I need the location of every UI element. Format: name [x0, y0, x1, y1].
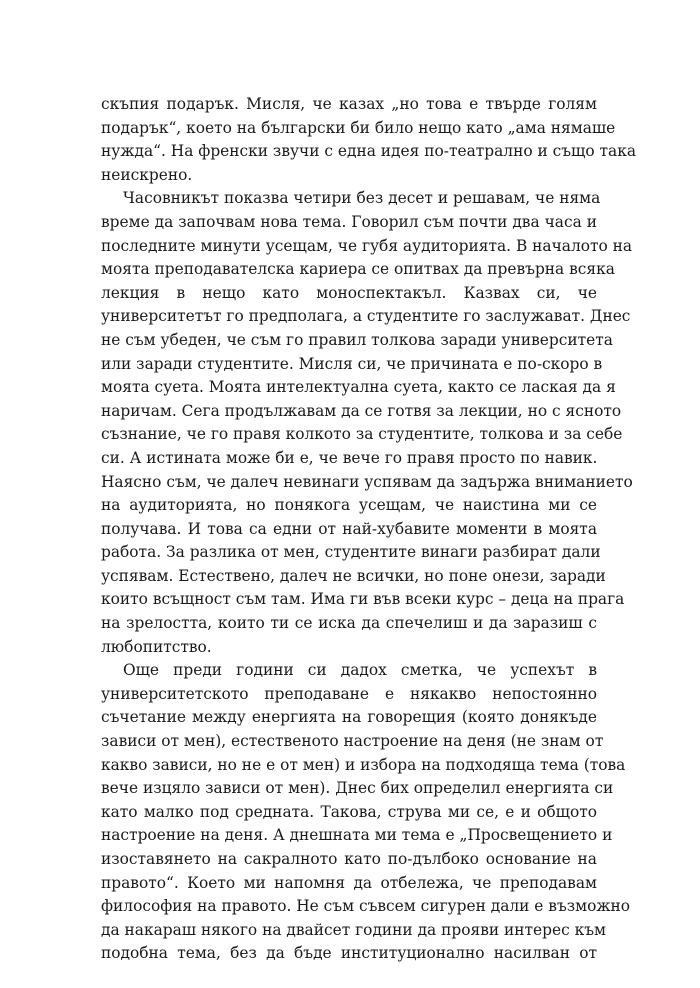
text-line: философия на правото. Не съм съвсем сигурен дали е възможно — [101, 897, 631, 916]
text-line: работа. За разлика от мен, студентите винаги разбират дали — [101, 543, 601, 562]
text-line: наричам. Сега продължавам да се готвя за лекции, но с ясното — [101, 401, 622, 420]
text-line: нужда“. На френски звучи с една идея по-театрално и също така — [101, 142, 636, 161]
text-line: скъпия подарък. Мисля, че казах „но това е твърде голям — [101, 95, 597, 113]
text-line: любопитство. — [101, 637, 212, 656]
text-line: зависи от мен), естественото настроение на деня (не знам от — [101, 732, 604, 751]
body-text — [101, 93, 636, 966]
text-line: съзнание, че го правя колкото за студентите, толкова и за себе — [101, 425, 623, 444]
text-line: подарък“, което на български би било нещо като „ама нямаше — [101, 118, 616, 137]
paragraph — [101, 187, 633, 659]
text-line: си. А истината може би е, че вече го правя просто по навик. — [101, 448, 598, 467]
text-line: университетското преподаване е някакво непостоянно — [101, 684, 597, 703]
text-line: подобна тема, без да бъде институционално насилван от — [101, 944, 597, 963]
text-line: неискрено. — [101, 165, 193, 184]
text-line: успявам. Естествено, далеч не всички, но поне онези, заради — [101, 566, 606, 585]
text-line: които всъщност съм там. Има ги във всеки курс – деца на прага — [101, 590, 625, 609]
text-line: моята суета. Моята интелектуална суета, както се лаская да я — [101, 378, 616, 397]
text-line: какво зависи, но не е от мен) и избора на подходяща тема (това — [101, 755, 626, 774]
text-line: Наясно съм, че далеч невинаги успявам да задържа вниманието — [101, 472, 633, 491]
text-line: изоставянето на сакралното като по-дълбоко основание на — [101, 850, 597, 868]
text-line: на аудиторията, но понякога усещам, че наистина ми се — [101, 496, 597, 515]
text-line: правото“. Което ми напомня да отбележа, че преподавам — [101, 873, 597, 892]
text-line: време да започвам нова тема. Говорил съм почти два часа и — [101, 212, 597, 231]
paragraph — [101, 93, 636, 187]
text-line: на зрелостта, които ти се иска да спечелиш и да заразиш с — [101, 614, 597, 633]
text-line: не съм убеден, че съм го правил толкова заради университета — [101, 330, 613, 349]
text-line: моята преподавателска кариера се опитвах да превърна всяка — [101, 260, 615, 279]
text-line: получава. И това са едни от най-хубавите моменти в моята — [101, 519, 597, 538]
text-line: университетът го предполага, а студентите го заслужават. Днес — [101, 307, 631, 326]
text-line: като малко под средната. Такова, струва ми се, е и общото — [101, 802, 597, 821]
text-line: съчетание между енергията на говорещия (която донякъде — [101, 708, 597, 727]
text-line: вече изцяло зависи от мен). Днес бих определил енергията си — [101, 779, 614, 798]
paragraph — [101, 659, 631, 966]
text-line: лекция в нещо като моноспектакъл. Казвах си, че — [101, 283, 597, 302]
text-line: последните минути усещам, че губя аудиторията. В началото на — [101, 236, 633, 255]
text-line: да накараш някого на двайсет години да прояви интерес към — [101, 920, 607, 939]
text-line: настроение на деня. А днешната ми тема е „Просвещението и — [101, 826, 613, 845]
text-line: Още преди години си дадох сметка, че успехът в — [123, 661, 597, 680]
text-line: Часовникът показва четири без десет и решавам, че няма — [123, 189, 601, 208]
text-line: или заради студентите. Мисля си, че причината е по-скоро в — [101, 354, 603, 373]
